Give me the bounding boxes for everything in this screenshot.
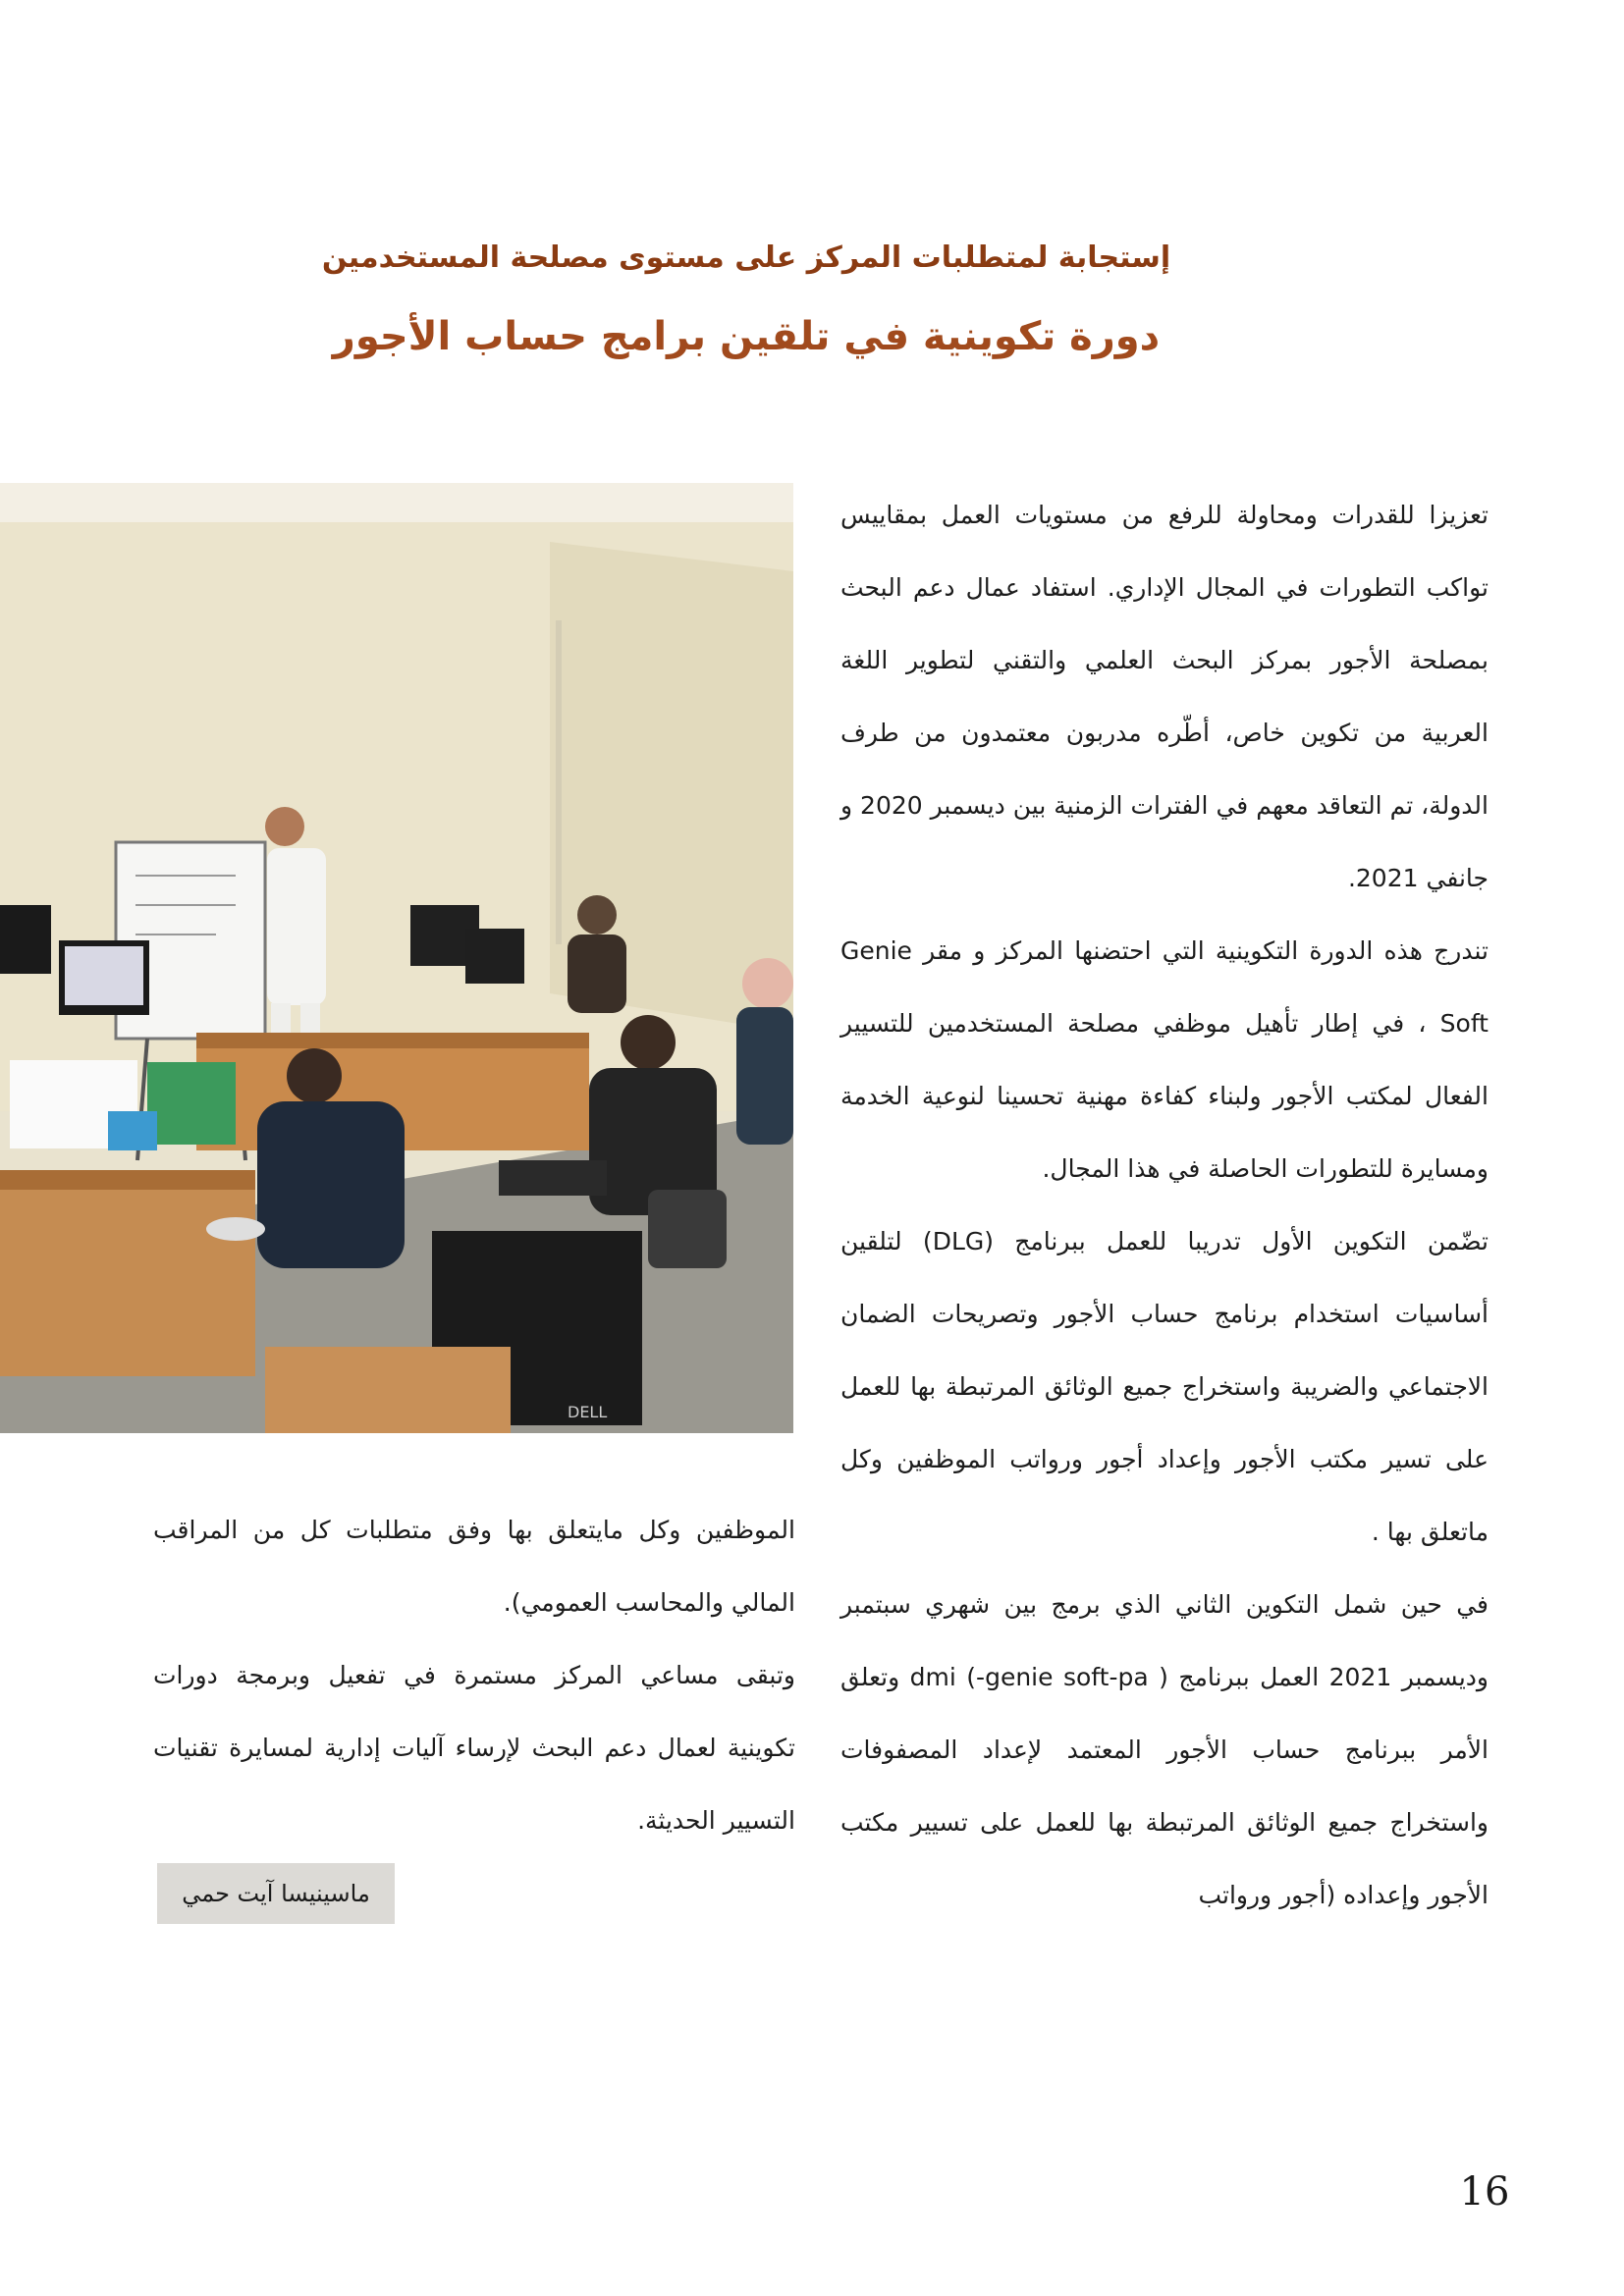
article-kicker: إستجابة لمتطلبات المركز على مستوى مصلحة المستخدمين: [321, 240, 1171, 275]
author-byline: ماسينيسا آيت حمي: [157, 1863, 395, 1924]
article-left-column: [153, 1494, 795, 1857]
monitor-brand-label: DELL: [568, 1403, 608, 1421]
paragraph: في حين شمل التكوين الثاني الذي برمج بين شهري سبتمبر وديسمبر 2021 العمل ببرنامج ( genie soft-pa-) dmi وتعلق الأمر ببرنامج حساب الأجور المعتمد لإعداد المصفوفات واستخراج جميع الوثائق المرتبطة بها للعمل على تسيير مكتب الأجور وإعداده (أجور ورواتب: [840, 1590, 1489, 1909]
paragraph: تضّمن التكوين الأول تدريبا للعمل ببرنامج (DLG) لتلقين أساسيات استخدام برنامج حساب الأجور وتصريحات الضمان الاجتماعي والضريبة واستخراج جميع الوثائق المرتبطة بها للعمل على تسير مكتب الأجور وإعداد أجور ورواتب الموظفين وكل ماتعلق بها .: [840, 1227, 1489, 1546]
training-session-photo: [0, 483, 793, 1433]
paragraph: تندرج هذه الدورة التكوينية التي احتضنها المركز و مقر Genie Soft ، في إطار تأهيل موظفي مصلحة المستخدمين للتسيير الفعال لمكتب الأجور ولبناء كفاءة مهنية تحسينا لنوعية الخدمة ومسايرة للتطورات الحاصلة في هذا المجال.: [840, 936, 1489, 1183]
paragraph: الموظفين وكل مايتعلق بها وفق متطلبات كل من المراقب المالي والمحاسب العمومي).: [153, 1516, 795, 1617]
paragraph: وتبقى مساعي المركز مستمرة في تفعيل وبرمجة دورات تكوينية لعمال دعم البحث لإرساء آليات إدارية لمسايرة تقنيات التسيير الحديثة.: [153, 1661, 795, 1835]
article-right-column: [840, 479, 1489, 1932]
article-title: دورة تكوينية في تلقين برامج حساب الأجور: [332, 314, 1161, 359]
paragraph: تعزيزا للقدرات ومحاولة للرفع من مستويات العمل بمقاييس تواكب التطورات في المجال الإداري. استفاد عمال دعم البحث بمصلحة الأجور بمركز البحث العلمي والتقني لتطوير اللغة العربية من تكوين خاص، أطّره مدربون معتمدون من طرف الدولة، تم التعاقد معهم في الفترات الزمنية بين ديسمبر 2020 و جانفي 2021.: [840, 501, 1489, 892]
page-number: 16: [1459, 2169, 1510, 2215]
